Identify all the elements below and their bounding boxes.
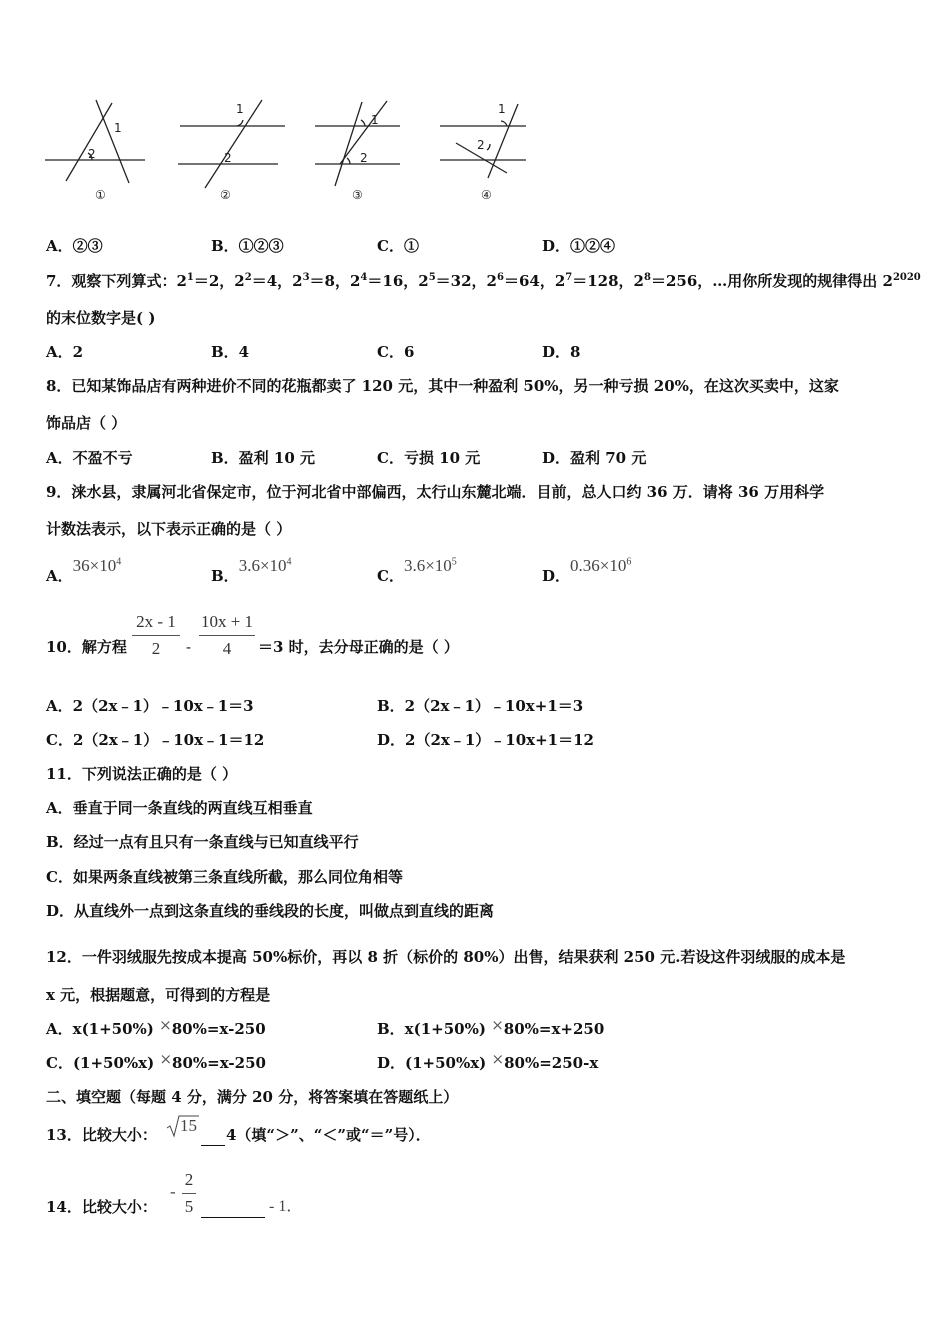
q7-power-2: $2^2=4$，: [234, 272, 293, 290]
q8-option-b: B．盈利 10 元: [211, 449, 315, 467]
fig1-angle1-label: 1: [114, 121, 122, 135]
q14-sign: -: [170, 1182, 176, 1201]
q6-option-d: D．①②④: [542, 237, 616, 255]
q14-answer-blank[interactable]: [201, 1197, 265, 1218]
q10-minus: -: [186, 638, 192, 656]
q11-option-a: A．垂直于同一条直线的两直线互相垂直: [46, 799, 313, 817]
q9-option-b: B．$3.6\times 10^4$: [211, 556, 292, 585]
q7-stem-line2: 的末位数字是( ): [46, 309, 156, 327]
q9-option-a: A．$36\times 10^4$: [46, 556, 122, 585]
fig3-angle1-label: 1: [371, 113, 379, 127]
q14-denominator: 5: [184, 1197, 194, 1216]
q7-power-4: $2^4=16$，: [349, 272, 419, 290]
q13-answer-blank[interactable]: [201, 1125, 225, 1146]
figure-3-number: ③: [352, 188, 363, 202]
q12-option-d: D．(1+50%x) ×80%=250-x: [377, 1050, 599, 1072]
q7-power-8: $2^8=256$，: [633, 272, 713, 290]
fig3-angle2-label: 2: [360, 151, 368, 165]
figure-1-number: ①: [95, 188, 106, 202]
q10-fraction-2-denominator: 4: [222, 639, 232, 658]
angle-figures: [0, 0, 950, 210]
q10-option-b: B．2（2x﹣1）﹣10x+1＝3: [377, 697, 584, 715]
q7-power-3: $2^3=8$，: [292, 272, 350, 290]
q12-option-c: C．(1+50%x) ×80%=x-250: [46, 1050, 266, 1072]
q6-option-c: C．①: [377, 237, 419, 255]
q8-stem-line1: 8．已知某饰品店有两种进价不同的花瓶都卖了 120 元，其中一种盈利 50%，另一种亏损 20%，在这次买卖中，这家: [46, 377, 839, 395]
q7-suffix-exp: 2020: [892, 272, 921, 283]
q10-fraction-2-numerator: 10x + 1: [200, 612, 254, 631]
section-2-heading: 二、填空题（每题 4 分，满分 20 分，将答案填在答题纸上）: [46, 1088, 459, 1106]
q6-option-a: A．②③: [46, 237, 103, 255]
q7-option-d: D．8: [542, 343, 581, 361]
q8-option-d: D．盈利 70 元: [542, 449, 647, 467]
q13-radicand: 15: [180, 1116, 197, 1135]
fig1-angle2-label: 2: [88, 147, 96, 161]
q11-stem: 11．下列说法正确的是（ ）: [46, 765, 238, 783]
q11-option-d: D．从直线外一点到这条直线的垂线段的长度，叫做点到直线的距离: [46, 902, 495, 920]
q9-option-d: D．$0.36\times 10^6$: [542, 556, 632, 585]
q7-power-6: $2^6=64$，: [486, 272, 555, 290]
q9-stem-line1: 9．涞水县，隶属河北省保定市，位于河北省中部偏西，太行山东麓北端．目前，总人口约 36 万．请将 36 万用科学: [46, 483, 825, 501]
q7-power-7: $2^7=128$，: [554, 272, 634, 290]
fig2-angle2-label: 2: [224, 151, 232, 165]
figure-3: [315, 101, 400, 186]
q7-option-b: B．4: [211, 343, 250, 361]
figure-4-number: ④: [481, 188, 492, 202]
q14-fraction: [182, 1170, 196, 1217]
q14-numerator: 2: [184, 1170, 194, 1189]
q7-suffix: …用你所发现的规律得出 2: [712, 272, 893, 290]
q9-stem-line2: 计数法表示，以下表示正确的是（ ）: [46, 520, 292, 538]
q9-option-c: C．$3.6\times 10^5$: [377, 556, 457, 585]
q7-option-c: C．6: [377, 343, 415, 361]
q14-suffix: - 1．: [269, 1198, 303, 1215]
q10-fraction-2: [199, 612, 255, 659]
q7-prefix: 7．观察下列算式：: [46, 272, 177, 290]
q10-suffix: ＝3 时，去分母正确的是（ ）: [258, 638, 459, 656]
q7-stem: [46, 271, 921, 291]
q10-fraction-1-numerator: 2x - 1: [136, 612, 176, 631]
q12-option-b: B．x(1+50%) ×80%=x+250: [377, 1016, 605, 1038]
q8-option-a: A．不盈不亏: [46, 449, 133, 467]
q8-option-c: C．亏损 10 元: [377, 449, 481, 467]
fig2-angle1-label: 1: [236, 102, 244, 116]
q7-power-5: $2^5=32$，: [418, 272, 487, 290]
q10-fraction-1-denominator: 2: [151, 639, 161, 658]
q11-option-c: C．如果两条直线被第三条直线所截，那么同位角相等: [46, 868, 403, 886]
q10-option-c: C．2（2x﹣1）﹣10x﹣1＝12: [46, 731, 265, 749]
q12-stem-line1: 12．一件羽绒服先按成本提高 50%标价，再以 8 折（标价的 80%）出售，结果获利 250 元.若设这件羽绒服的成本是: [46, 948, 846, 966]
q7-option-a: A．2: [46, 343, 84, 361]
q13-suffix: 4（填“＞”、“＜”或“＝”号）．: [226, 1126, 431, 1144]
q8-stem-line2: 饰品店（ ）: [46, 414, 127, 432]
q13-prefix: 13．比较大小：: [46, 1126, 157, 1144]
q12-option-a: A．x(1+50%) ×80%=x-250: [46, 1016, 266, 1038]
fig4-angle2-label: 2: [477, 138, 485, 152]
figure-2: [178, 100, 285, 188]
q7-power-1: $2^1=2$，: [176, 272, 235, 290]
q10-prefix: 10．解方程: [46, 638, 127, 656]
q14-prefix: 14．比较大小：: [46, 1198, 157, 1216]
figure-1: [45, 100, 145, 183]
figure-2-number: ②: [220, 188, 231, 202]
q6-option-b: B．①②③: [211, 237, 284, 255]
q12-stem-line2: x 元，根据题意，可得到的方程是: [46, 986, 271, 1004]
q10-option-d: D．2（2x﹣1）﹣10x+1＝12: [377, 731, 594, 749]
q10-fraction-1: [132, 612, 180, 659]
fig4-angle1-label: 1: [498, 102, 506, 116]
q10-option-a: A．2（2x﹣1）﹣10x﹣1＝3: [46, 697, 254, 715]
q11-option-b: B．经过一点有且只有一条直线与已知直线平行: [46, 833, 359, 851]
